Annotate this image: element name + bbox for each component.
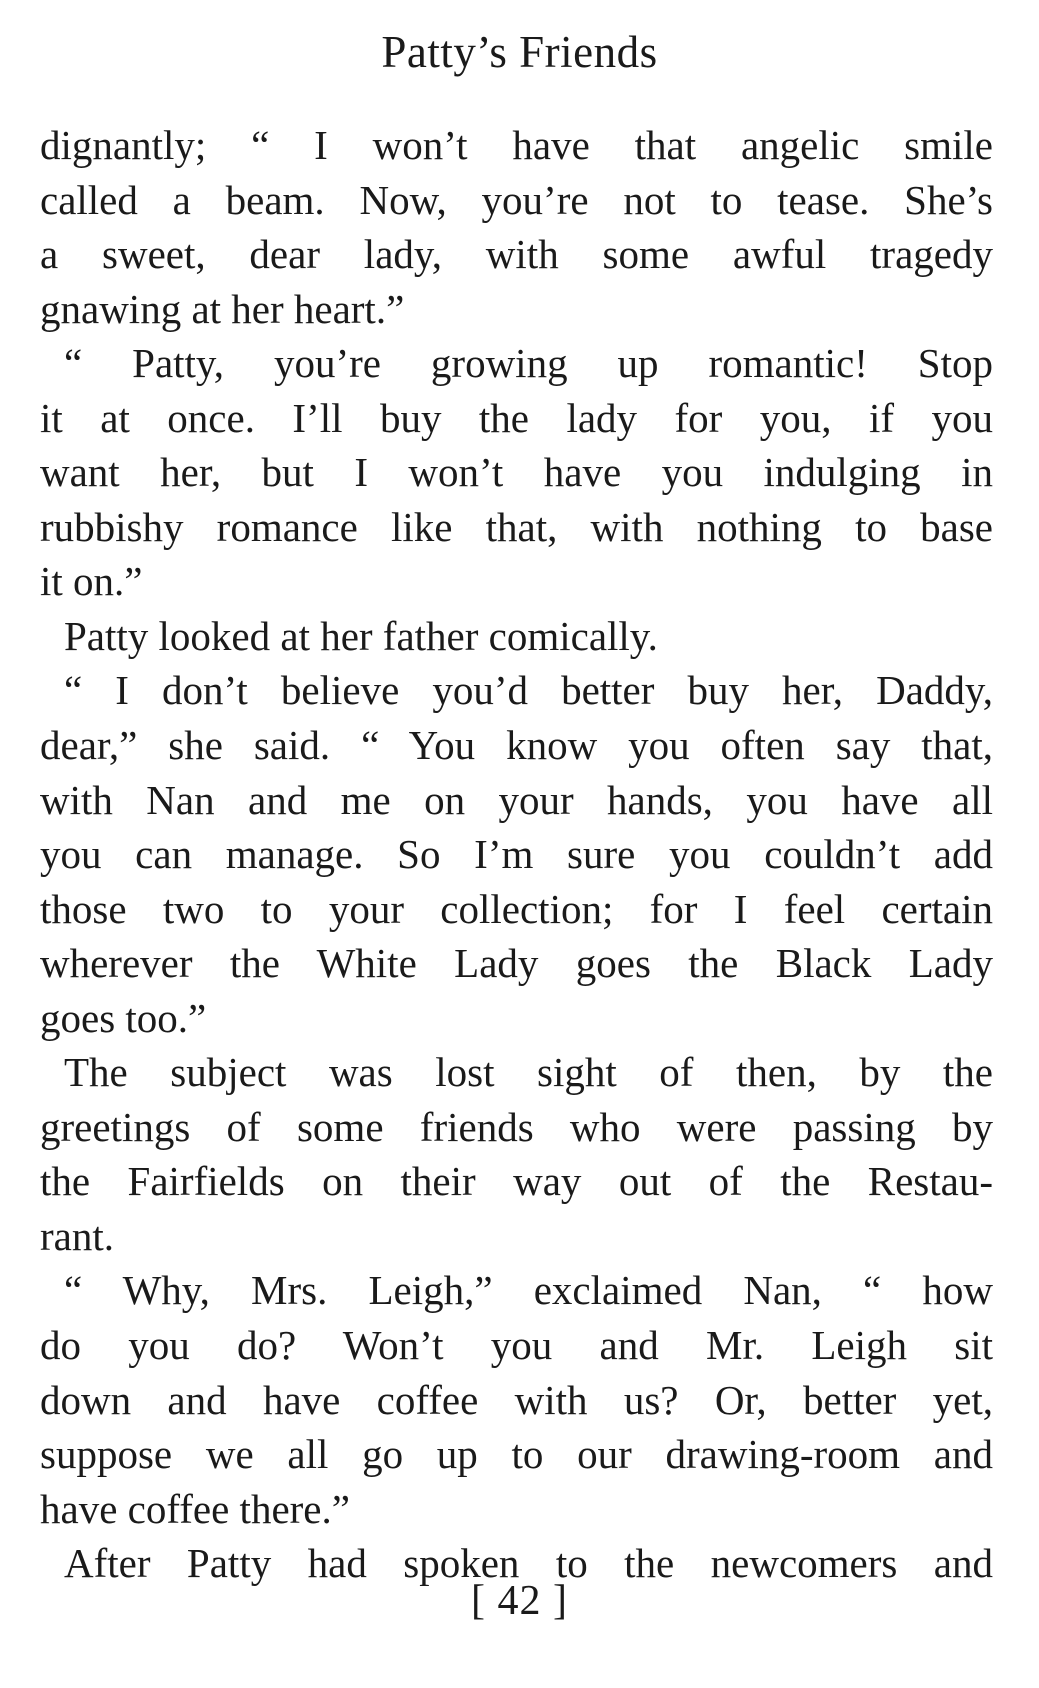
text-line: After Patty had spoken to the newcomers and (64, 1540, 993, 1587)
text-line: have coffee there.” (40, 1485, 350, 1532)
text-line: wherever the White Lady goes the Black Lady (40, 940, 993, 987)
text-line: called a beam. Now, you’re not to tease. She’s (40, 176, 993, 223)
text-line: suppose we all go up to our drawing-room and (40, 1431, 993, 1478)
running-head: Patty’s Friends (381, 27, 658, 77)
text-line: it at once. I’ll buy the lady for you, if you (40, 394, 993, 441)
text-line: do you do? Won’t you and Mr. Leigh sit (40, 1322, 993, 1369)
text-line: greetings of some friends who were passing by (40, 1103, 993, 1150)
text-line: want her, but I won’t have you indulging in (40, 449, 993, 496)
text-line: dear,” she said. “ You know you often say that, (40, 722, 993, 769)
text-line: “ Why, Mrs. Leigh,” exclaimed Nan, “ how (64, 1267, 993, 1314)
text-line: Patty looked at her father comically. (64, 612, 658, 659)
text-line: goes too.” (40, 994, 207, 1041)
text-line: it on.” (40, 558, 143, 605)
text-line: “ I don’t believe you’d better buy her, Daddy, (64, 667, 993, 714)
text-line: rubbishy romance like that, with nothing to base (40, 503, 993, 550)
text-line: gnawing at her heart.” (40, 285, 405, 332)
text-line: the Fairfields on their way out of the Restau- (40, 1158, 993, 1205)
text-line: those two to your collection; for I feel certain (40, 885, 993, 932)
text-line: down and have coffee with us? Or, better yet, (40, 1376, 993, 1423)
text-line: rant. (40, 1212, 114, 1259)
text-line: “ Patty, you’re growing up romantic! Stop (64, 340, 993, 387)
body-text (40, 118, 993, 1591)
text-line: The subject was lost sight of then, by the (64, 1049, 993, 1096)
text-line: with Nan and me on your hands, you have all (40, 776, 993, 823)
text-line: a sweet, dear lady, with some awful tragedy (40, 231, 993, 278)
text-line: dignantly; “ I won’t have that angelic smile (40, 122, 993, 168)
text-line: you can manage. So I’m sure you couldn’t add (40, 831, 993, 878)
page-number: [ 42 ] (471, 1578, 568, 1624)
